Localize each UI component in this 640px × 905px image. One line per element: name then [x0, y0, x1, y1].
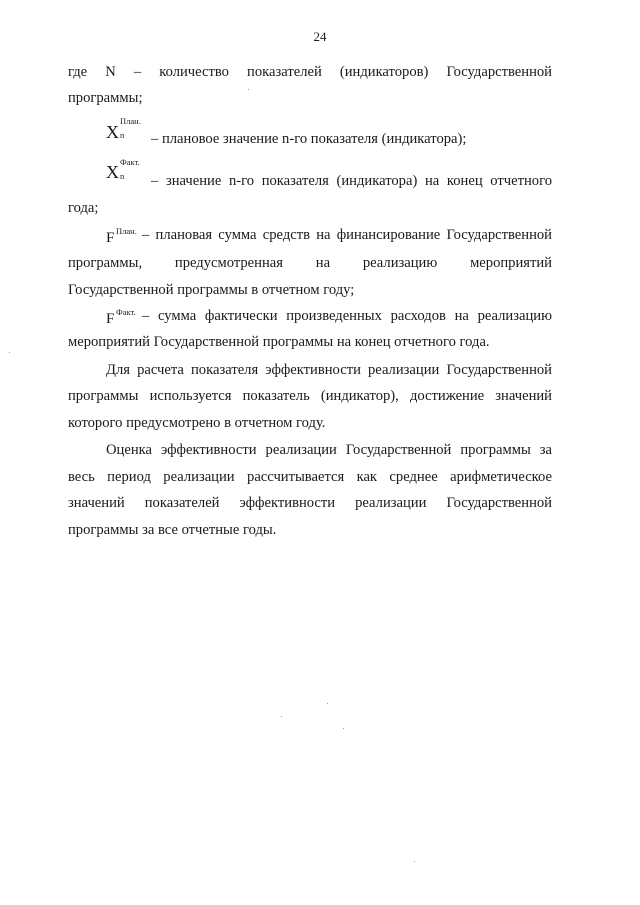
para-assessment-line-2: весь период реализации рассчитывается как среднее арифметическое: [68, 469, 552, 485]
f-fact-superscript: Факт.: [116, 307, 136, 317]
x-fact-subscript: n: [120, 171, 125, 181]
scan-speck: [414, 861, 415, 862]
f-plan-line-3: Государственной программы в отчетном году;: [68, 282, 355, 298]
scan-speck: [9, 352, 10, 353]
para-n-line-2: программы;: [68, 90, 143, 106]
f-plan-superscript: План.: [116, 226, 137, 236]
f-fact-line-2: мероприятий Государственной программы на конец отчетного года.: [68, 334, 490, 350]
x-fact-superscript: Факт.: [120, 157, 140, 167]
page-number: 24: [313, 29, 327, 44]
para-assessment-line-1: Оценка эффективности реализации Государственной программы за: [106, 442, 552, 458]
f-plan-symbol: F: [106, 230, 115, 246]
x-plan-text: – плановое значение n-го показателя (индикатора);: [151, 131, 467, 147]
x-plan-subscript: n: [120, 130, 125, 140]
scan-speck: [343, 728, 344, 729]
scan-speck: [248, 89, 249, 90]
para-indicator-line-2: программы используется показатель (индикатор), достижение значений: [68, 388, 552, 404]
x-fact-continuation: года;: [68, 200, 99, 216]
x-plan-symbol: X: [106, 122, 119, 142]
f-plan-line-2: программы, предусмотренная на реализацию мероприятий: [68, 255, 552, 271]
para-indicator-line-1: Для расчета показателя эффективности реализации Государственной: [106, 362, 552, 378]
x-plan-superscript: План.: [120, 116, 141, 126]
para-assessment-line-4: программы за все отчетные годы.: [68, 522, 277, 538]
f-fact-text: – сумма фактически произведенных расходов на реализацию: [142, 308, 552, 324]
para-n-line-1: где N – количество показателей (индикаторов) Государственной: [68, 64, 552, 80]
scan-speck: [281, 716, 282, 717]
x-fact-text: – значение n-го показателя (индикатора) на конец отчетного: [151, 173, 552, 189]
para-indicator-line-3: которого предусмотрено в отчетном году.: [68, 415, 326, 431]
f-plan-text: – плановая сумма средств на финансирование Государственной: [142, 227, 552, 243]
scan-speck: [327, 703, 328, 704]
para-assessment-line-3: значений показателей эффективности реализации Государственной: [68, 495, 552, 511]
x-fact-symbol: X: [106, 162, 119, 182]
f-fact-symbol: F: [106, 311, 115, 327]
